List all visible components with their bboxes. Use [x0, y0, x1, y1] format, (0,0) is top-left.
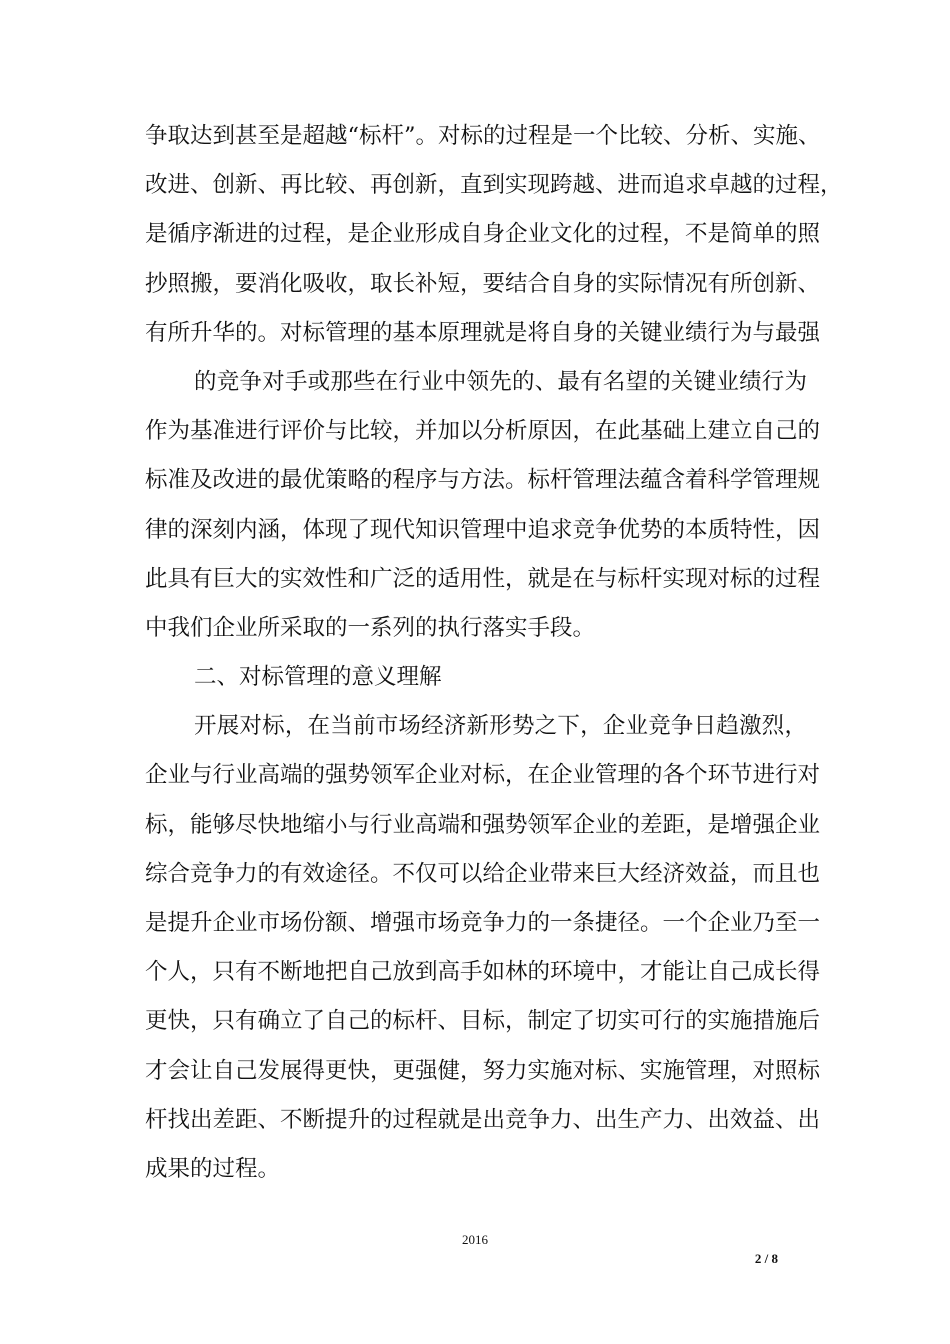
text-line: 综合竞争力的有效途径。不仅可以给企业带来巨大经济效益，而且也 [145, 860, 821, 887]
footer-year: 2016 [462, 1232, 488, 1247]
text-line: 的竞争对手或那些在行业中领先的、最有名望的关键业绩行为 [194, 368, 807, 395]
text-line: 更快，只有确立了自己的标杆、目标，制定了切实可行的实施措施后 [145, 1008, 821, 1035]
text-line: 杆找出差距、不断提升的过程就是出竞争力、出生产力、出效益、出 [145, 1106, 821, 1133]
text-line: 中我们企业所采取的一系列的执行落实手段。 [145, 614, 596, 641]
text-line: 抄照搬，要消化吸收，取长补短，要结合自身的实际情况有所创新、 [145, 270, 821, 297]
text-line: 有所升华的。对标管理的基本原理就是将自身的关键业绩行为与最强 [145, 319, 821, 346]
text-line: 作为基准进行评价与比较，并加以分析原因，在此基础上建立自己的 [145, 418, 821, 445]
text-line: 企业与行业高端的强势领军企业对标，在企业管理的各个环节进行对 [145, 762, 821, 789]
text-line: 开展对标，在当前市场经济新形势之下，企业竞争日趋激烈， [194, 713, 807, 740]
body-text [145, 112, 843, 1194]
text-line: 成果的过程。 [145, 1155, 281, 1182]
page-number: 2 / 8 [754, 1251, 778, 1266]
text-line: 此具有巨大的实效性和广泛的适用性，就是在与标杆实现对标的过程 [145, 565, 821, 592]
section-heading: 二、对标管理的意义理解 [194, 664, 442, 691]
text-line: 标，能够尽快地缩小与行业高端和强势领军企业的差距，是增强企业 [145, 811, 821, 838]
text-line: 是循序渐进的过程，是企业形成自身企业文化的过程，不是简单的照 [145, 221, 821, 248]
text-line: 律的深刻内涵，体现了现代知识管理中追求竞争优势的本质特性，因 [145, 516, 821, 543]
text-line: 是提升企业市场份额、增强市场竞争力的一条捷径。一个企业乃至一 [145, 910, 821, 936]
text-line: 争取达到甚至是超越“标杆”。对标的过程是一个比较、分析、实施、 [145, 123, 821, 149]
text-line: 个人，只有不断地把自己放到高手如林的环境中，才能让自己成长得 [145, 959, 821, 986]
text-line: 标准及改进的最优策略的程序与方法。标杆管理法蕴含着科学管理规 [145, 467, 821, 494]
text-line: 才会让自己发展得更快，更强健，努力实施对标、实施管理，对照标 [145, 1057, 821, 1084]
text-line: 改进、创新、再比较、再创新，直到实现跨越、进而追求卓越的过程， [145, 172, 843, 199]
